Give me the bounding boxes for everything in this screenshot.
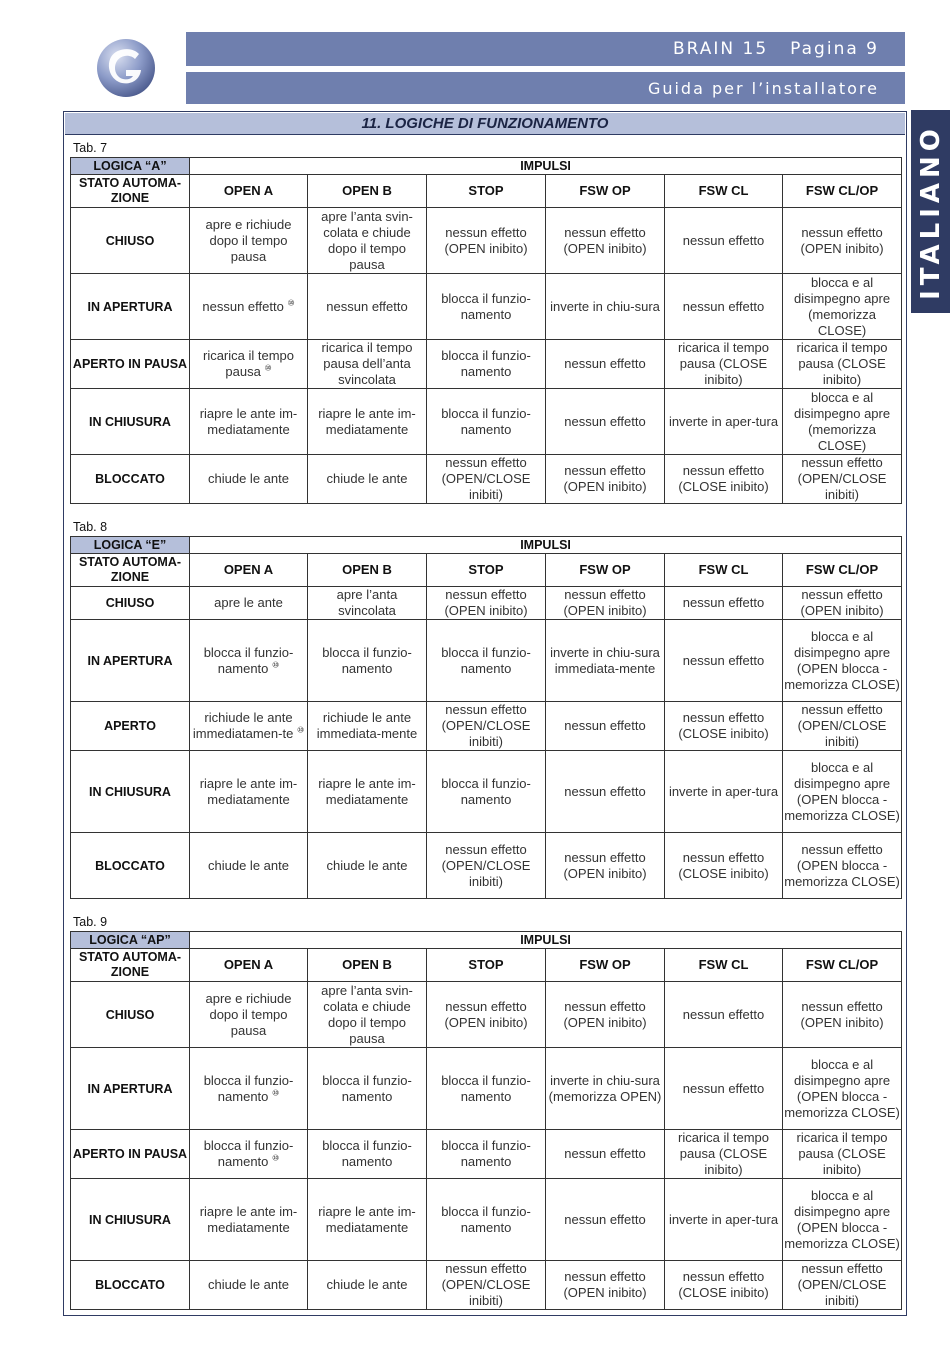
table-cell: [308, 1179, 427, 1261]
product-name: BRAIN 15: [672, 39, 769, 59]
state-column-header: STATO AUTOMA-ZIONE: [71, 175, 190, 208]
table-row: [71, 340, 902, 389]
cell-text: nessun effetto (OPEN inibito): [563, 587, 647, 618]
language-label: ITALIANO: [915, 123, 946, 300]
column-header: STOP: [427, 175, 546, 208]
table-cell: [783, 751, 902, 833]
table-cell: [190, 1130, 308, 1179]
table-cell: [783, 1261, 902, 1310]
state-cell: IN CHIUSURA: [71, 751, 190, 833]
cell-text: apre le ante: [214, 595, 283, 610]
cell-text: nessun effetto (OPEN inibito): [563, 998, 647, 1030]
cell-text: ricarica il tempo pausa (CLOSE inibito): [677, 1130, 770, 1177]
cell-text: blocca il funzio-namento: [203, 1072, 294, 1104]
cell-text: blocca e al disimpegno apre (OPEN blocca - memorizza CLOSE): [784, 1187, 900, 1251]
cell-text: riapre le ante im-mediatamente: [199, 1203, 298, 1235]
table-cell: [308, 1130, 427, 1179]
cell-text: chiude le ante: [208, 471, 289, 486]
cell-text: nessun effetto: [682, 232, 765, 248]
state-cell: BLOCCATO: [71, 833, 190, 899]
cell-text: richiude le ante immediata-mente: [316, 710, 418, 741]
table-cell: [190, 1179, 308, 1261]
cell-text: chiude le ante: [208, 1277, 289, 1292]
table-cell: [427, 1048, 546, 1130]
table-cell: [783, 1130, 902, 1179]
table-cell: [190, 751, 308, 833]
cell-text: inverte in aper-tura: [668, 783, 779, 799]
cell-text: riapre le ante im-mediatamente: [199, 405, 298, 437]
table-cell: [665, 1130, 783, 1179]
state-cell: IN APERTURA: [71, 1048, 190, 1130]
header-title-bar: [186, 32, 905, 66]
logic-name: LOGICA “A”: [71, 158, 190, 175]
cell-text: blocca il funzio-namento: [441, 405, 531, 437]
cell-text: nessun effetto: [682, 298, 765, 314]
table-cell: [783, 274, 902, 340]
cell-text: nessun effetto: [564, 718, 646, 733]
table-cell: [665, 340, 783, 389]
state-cell: BLOCCATO: [71, 455, 190, 504]
cell-text: inverte in chiu-sura (memorizza OPEN): [548, 1072, 662, 1104]
impulses-header: IMPULSI: [190, 932, 902, 949]
table-cell: [546, 1261, 665, 1310]
column-header: FSW OP: [546, 554, 665, 587]
column-header: OPEN B: [308, 949, 427, 982]
cell-text: nessun effetto (OPEN inibito): [444, 224, 528, 256]
table-cell: [546, 587, 665, 620]
table-cell: [546, 1130, 665, 1179]
table-cell: [308, 702, 427, 751]
cell-text: ricarica il tempo pausa (CLOSE inibito): [796, 1130, 888, 1177]
table-cell: [308, 340, 427, 389]
footnote-marker: ⑩: [272, 1088, 280, 1098]
cell-text: nessun effetto (CLOSE inibito): [678, 849, 769, 881]
cell-text: nessun effetto (OPEN blocca - memorizza CLOSE): [784, 841, 900, 889]
table-cell: [190, 587, 308, 620]
table-cell: [427, 982, 546, 1048]
cell-text: chiude le ante: [326, 471, 408, 486]
cell-text: nessun effetto (OPEN/CLOSE inibiti): [441, 702, 531, 749]
logic-table-a: [70, 157, 902, 504]
column-header: FSW CL/OP: [783, 554, 902, 587]
cell-text: blocca e al disimpegno apre (OPEN blocca - memorizza CLOSE): [784, 1056, 900, 1120]
table-cell: [665, 751, 783, 833]
table-cell: [546, 274, 665, 340]
cell-text: apre e richiude dopo il tempo pausa: [205, 990, 292, 1038]
table-row: [71, 1261, 902, 1310]
table-cell: [665, 982, 783, 1048]
state-column-header: STATO AUTOMA-ZIONE: [71, 554, 190, 587]
state-cell: IN APERTURA: [71, 274, 190, 340]
cell-text: blocca e al disimpegno apre (OPEN blocca - memorizza CLOSE): [784, 628, 900, 692]
table-cell: [308, 455, 427, 504]
table-cell: [546, 455, 665, 504]
table-row: [71, 1130, 902, 1179]
cell-text: blocca il funzio-namento: [441, 775, 531, 807]
cell-text: blocca il funzio-namento: [441, 1138, 531, 1169]
cell-text: blocca il funzio-namento: [441, 644, 531, 676]
cell-text: nessun effetto: [564, 1146, 646, 1161]
table-cell: [665, 455, 783, 504]
table-cell: [783, 1048, 902, 1130]
table-cell: [190, 389, 308, 455]
state-cell: APERTO IN PAUSA: [71, 1130, 190, 1179]
table-cell: [546, 620, 665, 702]
table-cell: [190, 620, 308, 702]
table-cell: [308, 620, 427, 702]
logic-name: LOGICA “AP”: [71, 932, 190, 949]
cell-text: nessun effetto (OPEN inibito): [563, 1269, 647, 1300]
table-cell: [783, 389, 902, 455]
table-cell: [783, 208, 902, 274]
column-header: FSW CL/OP: [783, 949, 902, 982]
table-row: [71, 1179, 902, 1261]
table-label: Tab. 9: [73, 915, 108, 929]
cell-text: blocca il funzio-namento: [203, 1138, 294, 1169]
table-cell: [546, 982, 665, 1048]
cell-text: apre l’anta svincolata: [336, 587, 398, 618]
table-cell: [783, 455, 902, 504]
footnote-marker: ⑩: [264, 363, 272, 373]
table-cell: [427, 620, 546, 702]
table-cell: [546, 340, 665, 389]
cell-text: nessun effetto (OPEN/CLOSE inibiti): [441, 841, 531, 889]
column-header: OPEN B: [308, 554, 427, 587]
table-row: [71, 389, 902, 455]
header-subtitle-bar: [186, 72, 905, 104]
cell-text: nessun effetto (CLOSE inibito): [678, 1269, 769, 1300]
cell-text: nessun effetto: [564, 413, 646, 429]
cell-text: nessun effetto: [564, 783, 646, 799]
table-cell: [190, 982, 308, 1048]
table-cell: [190, 340, 308, 389]
cell-text: riapre le ante im-mediatamente: [199, 775, 298, 807]
state-cell: CHIUSO: [71, 208, 190, 274]
cell-text: nessun effetto (OPEN/CLOSE inibiti): [441, 1261, 531, 1308]
table-cell: [308, 208, 427, 274]
cell-text: ricarica il tempo pausa dell’anta svincolata: [321, 340, 413, 387]
table-row: [71, 274, 902, 340]
table-cell: [546, 1179, 665, 1261]
table-cell: [308, 1048, 427, 1130]
cell-text: riapre le ante im-mediatamente: [318, 1203, 416, 1235]
cell-text: ricarica il tempo pausa (CLOSE inibito): [677, 340, 770, 387]
table-cell: [665, 587, 783, 620]
table-cell: [546, 1048, 665, 1130]
cell-text: riapre le ante im-mediatamente: [318, 405, 416, 437]
table-cell: [427, 1179, 546, 1261]
cell-text: blocca il funzio-namento: [322, 644, 412, 676]
table-cell: [427, 1130, 546, 1179]
table-row: [71, 833, 902, 899]
cell-text: blocca il funzio-namento: [441, 290, 531, 322]
cell-text: inverte in aper-tura: [668, 1211, 779, 1227]
cell-text: nessun effetto: [326, 298, 408, 314]
cell-text: inverte in aper-tura: [668, 413, 779, 429]
column-header: OPEN B: [308, 175, 427, 208]
cell-text: nessun effetto: [564, 356, 646, 371]
table-cell: [427, 833, 546, 899]
cell-text: nessun effetto (CLOSE inibito): [678, 463, 769, 494]
table-cell: [308, 833, 427, 899]
table-cell: [308, 274, 427, 340]
table-row: [71, 208, 902, 274]
cell-text: blocca e al disimpegno apre (memorizza CLOSE): [793, 274, 891, 338]
footnote-marker: ⑩: [287, 298, 295, 308]
state-cell: IN CHIUSURA: [71, 1179, 190, 1261]
table-cell: [427, 455, 546, 504]
cell-text: blocca il funzio-namento: [441, 348, 531, 379]
table-cell: [665, 702, 783, 751]
table-cell: [308, 389, 427, 455]
table-cell: [190, 702, 308, 751]
column-header: FSW CL/OP: [783, 175, 902, 208]
table-cell: [190, 455, 308, 504]
table-cell: [665, 1048, 783, 1130]
column-header: OPEN A: [190, 175, 308, 208]
table-cell: [546, 208, 665, 274]
table-cell: [783, 833, 902, 899]
table-cell: [427, 208, 546, 274]
column-header: FSW OP: [546, 949, 665, 982]
cell-text: nessun effetto (OPEN inibito): [444, 998, 528, 1030]
cell-text: nessun effetto (OPEN/CLOSE inibiti): [797, 455, 887, 502]
table-row: [71, 455, 902, 504]
table-cell: [308, 1261, 427, 1310]
cell-text: inverte in chiu-sura immediata-mente: [550, 644, 660, 676]
section-title: 11. LOGICHE DI FUNZIONAMENTO: [65, 113, 905, 135]
table-cell: [190, 208, 308, 274]
logic-table-e: [70, 536, 902, 899]
table-row: [71, 702, 902, 751]
cell-text: nessun effetto (OPEN/CLOSE inibiti): [797, 1261, 887, 1308]
cell-text: nessun effetto (CLOSE inibito): [678, 710, 769, 741]
cell-text: chiude le ante: [326, 1277, 408, 1292]
cell-text: chiude le ante: [208, 857, 289, 873]
footnote-marker: ⑩: [296, 725, 305, 735]
table-cell: [546, 389, 665, 455]
state-cell: IN APERTURA: [71, 620, 190, 702]
cell-text: riapre le ante im-mediatamente: [318, 775, 416, 807]
table-cell: [308, 751, 427, 833]
cell-text: chiude le ante: [326, 857, 408, 873]
guide-title: Guida per l’installatore: [647, 79, 879, 98]
table-cell: [190, 833, 308, 899]
state-cell: CHIUSO: [71, 982, 190, 1048]
table-cell: [783, 1179, 902, 1261]
state-cell: CHIUSO: [71, 587, 190, 620]
table-cell: [190, 274, 308, 340]
table-row: [71, 1048, 902, 1130]
table-cell: [665, 208, 783, 274]
cell-text: nessun effetto (OPEN inibito): [563, 849, 647, 881]
table-cell: [665, 620, 783, 702]
cell-text: nessun effetto: [682, 595, 765, 610]
cell-text: nessun effetto: [202, 298, 284, 314]
table-cell: [427, 274, 546, 340]
table-cell: [665, 1261, 783, 1310]
table-cell: [546, 751, 665, 833]
column-header: OPEN A: [190, 949, 308, 982]
cell-text: nessun effetto (OPEN/CLOSE inibiti): [441, 455, 531, 502]
table-cell: [427, 340, 546, 389]
column-header: OPEN A: [190, 554, 308, 587]
table-row: [71, 982, 902, 1048]
table-cell: [546, 702, 665, 751]
cell-text: ricarica il tempo pausa (CLOSE inibito): [796, 340, 888, 387]
state-cell: APERTO IN PAUSA: [71, 340, 190, 389]
cell-text: nessun effetto: [682, 1080, 765, 1096]
state-cell: BLOCCATO: [71, 1261, 190, 1310]
language-tab: [911, 110, 950, 313]
cell-text: blocca il funzio-namento: [441, 1072, 531, 1104]
table-cell: [665, 389, 783, 455]
cell-text: blocca il funzio-namento: [322, 1138, 412, 1169]
cell-text: blocca e al disimpegno apre (memorizza CLOSE): [793, 389, 891, 453]
table-cell: [665, 833, 783, 899]
company-logo: [95, 37, 157, 99]
column-header: FSW CL: [665, 175, 783, 208]
cell-text: nessun effetto (OPEN inibito): [800, 587, 884, 618]
table-cell: [665, 1179, 783, 1261]
table-cell: [190, 1261, 308, 1310]
state-cell: IN CHIUSURA: [71, 389, 190, 455]
cell-text: nessun effetto (OPEN inibito): [563, 463, 647, 494]
table-cell: [546, 833, 665, 899]
cell-text: blocca e al disimpegno apre (OPEN blocca - memorizza CLOSE): [784, 759, 900, 823]
table-cell: [190, 1048, 308, 1130]
page-number: Pagina 9: [790, 39, 879, 59]
cell-text: nessun effetto: [682, 652, 765, 668]
cell-text: nessun effetto (OPEN inibito): [800, 224, 884, 256]
column-header: FSW OP: [546, 175, 665, 208]
impulses-header: IMPULSI: [190, 158, 902, 175]
cell-text: apre l’anta svin-colata e chiude dopo il tempo pausa: [321, 982, 413, 1046]
table-cell: [427, 1261, 546, 1310]
footnote-marker: ⑩: [272, 660, 280, 670]
table-cell: [783, 702, 902, 751]
table-cell: [665, 274, 783, 340]
cell-text: nessun effetto (OPEN inibito): [800, 998, 884, 1030]
cell-text: apre e richiude dopo il tempo pausa: [205, 216, 292, 264]
table-cell: [308, 982, 427, 1048]
table-cell: [783, 587, 902, 620]
footnote-marker: ⑩: [272, 1153, 280, 1163]
cell-text: nessun effetto: [682, 1006, 765, 1022]
cell-text: richiude le ante immediatamen-te: [192, 710, 294, 741]
cell-text: nessun effetto (OPEN inibito): [444, 587, 528, 618]
column-header: FSW CL: [665, 554, 783, 587]
cell-text: blocca il funzio-namento: [203, 644, 294, 676]
table-cell: [427, 389, 546, 455]
table-label: Tab. 7: [73, 141, 108, 155]
table-row: [71, 620, 902, 702]
logic-name: LOGICA “E”: [71, 537, 190, 554]
column-header: STOP: [427, 949, 546, 982]
cell-text: blocca il funzio-namento: [441, 1203, 531, 1235]
state-cell: APERTO: [71, 702, 190, 751]
table-cell: [783, 982, 902, 1048]
table-cell: [427, 702, 546, 751]
table-row: [71, 751, 902, 833]
cell-text: nessun effetto: [564, 1211, 646, 1227]
cell-text: blocca il funzio-namento: [322, 1072, 412, 1104]
table-cell: [427, 587, 546, 620]
cell-text: apre l’anta svin-colata e chiude dopo il tempo pausa: [321, 208, 413, 272]
cell-text: nessun effetto (OPEN/CLOSE inibiti): [797, 702, 887, 749]
impulses-header: IMPULSI: [190, 537, 902, 554]
column-header: STOP: [427, 554, 546, 587]
logic-table-ap: [70, 931, 902, 1310]
cell-text: inverte in chiu-sura: [550, 298, 660, 314]
table-label: Tab. 8: [73, 520, 108, 534]
table-cell: [308, 587, 427, 620]
state-column-header: STATO AUTOMA-ZIONE: [71, 949, 190, 982]
table-row: [71, 587, 902, 620]
table-cell: [783, 340, 902, 389]
table-cell: [427, 751, 546, 833]
cell-text: nessun effetto (OPEN inibito): [563, 224, 647, 256]
cell-text: ricarica il tempo pausa: [202, 348, 295, 379]
table-cell: [783, 620, 902, 702]
column-header: FSW CL: [665, 949, 783, 982]
